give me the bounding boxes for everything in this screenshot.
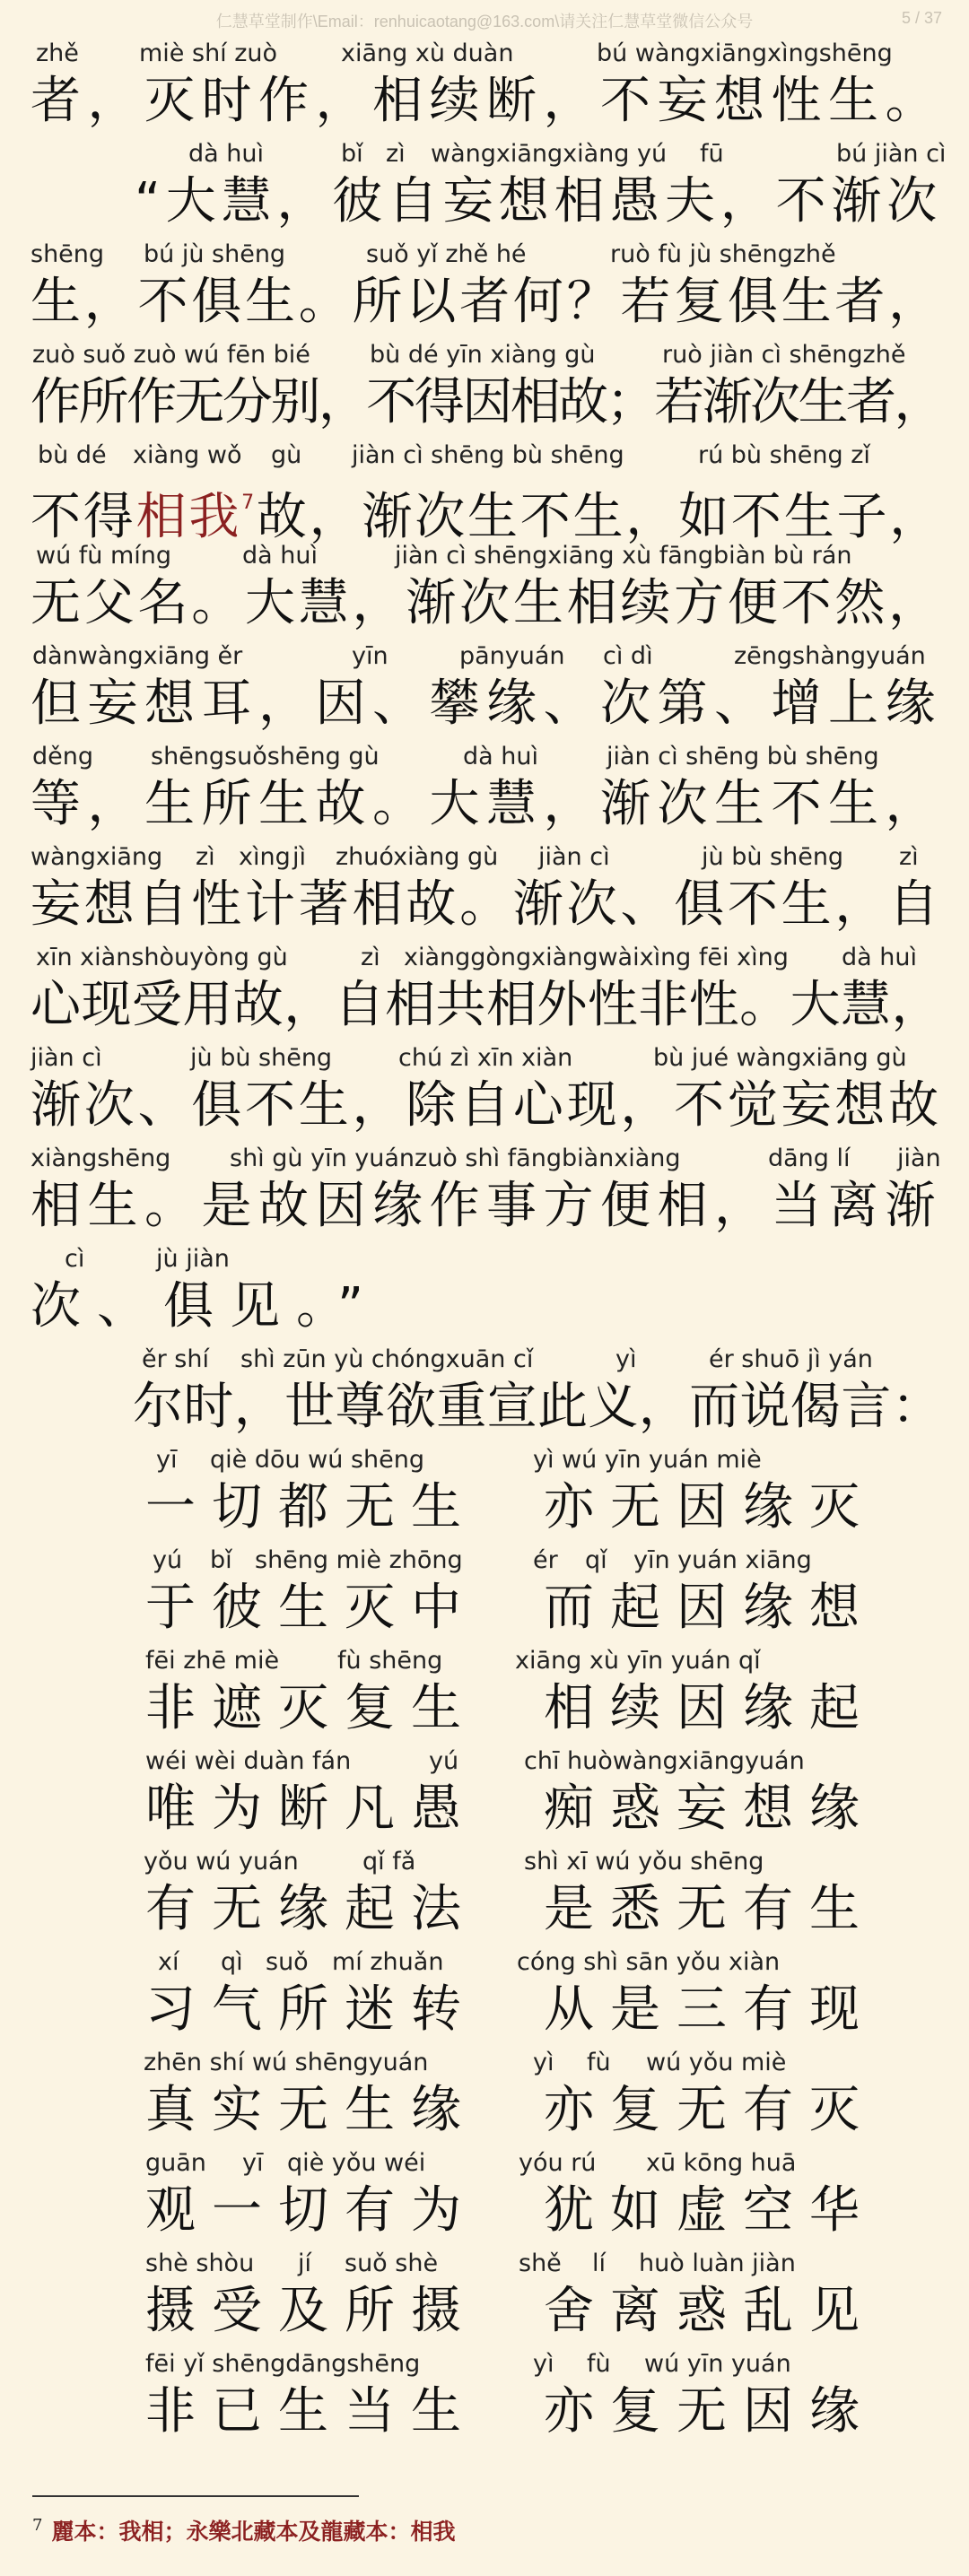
pinyin-annotation: yǒu wú yuán <box>144 1848 299 1875</box>
chinese-text: 次、俱见。” <box>31 1277 380 1336</box>
text-line <box>0 438 969 546</box>
pinyin-annotation: chú zì xīn xiàn <box>398 1044 573 1072</box>
pinyin-annotation: gù <box>271 441 302 469</box>
pinyin-annotation: xiàngshēng <box>31 1144 171 1172</box>
pinyin-annotation: jiàn <box>897 1144 941 1172</box>
pinyin-annotation: yīn <box>352 642 388 670</box>
pinyin-annotation: jiàn cì shēng bù shēng <box>607 743 879 770</box>
chinese-text: 者，灭时作，相续断，不妄想性生。 <box>31 72 942 130</box>
pinyin-annotation: qì <box>221 1948 243 1976</box>
chinese-text: “大慧，彼自妄想相愚夫，不渐次 <box>135 172 943 231</box>
pinyin-annotation: suǒ <box>266 1948 309 1976</box>
pinyin-annotation: zhuóxiàng gù <box>336 843 499 871</box>
pinyin-annotation: cì dì <box>603 642 653 670</box>
text-line <box>0 2346 969 2447</box>
pinyin-annotation: wú yīn yuán <box>644 2350 791 2378</box>
pinyin-annotation: dāng lí <box>768 1144 851 1172</box>
footnote-marker[interactable]: 7 <box>241 492 257 514</box>
text-line <box>0 2045 969 2145</box>
text-line <box>0 136 969 237</box>
chinese-text: 作所作无分别，不得因相故；若渐次生者， <box>31 373 942 431</box>
pinyin-annotation: dà huì <box>842 944 917 971</box>
pinyin-annotation: yì <box>615 1345 637 1373</box>
text-line <box>0 2145 969 2246</box>
pinyin-annotation: ruò jiàn cì shēngzhě <box>662 341 906 369</box>
pinyin-annotation: fù shēng <box>337 1647 443 1675</box>
pinyin-annotation: dà huì <box>463 743 538 770</box>
pinyin-annotation: cì <box>65 1245 85 1273</box>
pinyin-annotation: zì <box>386 140 406 168</box>
pinyin-annotation: ér shuō jì yán <box>709 1345 873 1373</box>
text-line <box>0 538 969 639</box>
pinyin-annotation: shě <box>519 2250 562 2277</box>
pinyin-annotation: shēng <box>31 240 105 268</box>
pinyin-annotation: xū kōng huā <box>646 2149 797 2177</box>
pinyin-annotation: yīn yuán xiāng <box>633 1546 812 1574</box>
pinyin-annotation: pānyuán <box>459 642 565 670</box>
pinyin-annotation: zēngshàngyuán <box>734 642 926 670</box>
pinyin-annotation: xí <box>158 1948 179 1976</box>
variant-reading: 相我 <box>135 488 242 546</box>
pinyin-annotation: wú fù míng <box>36 542 172 570</box>
pinyin-annotation: zhēn shí wú shēngyuán <box>144 2049 429 2076</box>
pinyin-annotation: zhě <box>36 39 79 67</box>
pinyin-annotation: zì <box>361 944 380 971</box>
pinyin-annotation: qiè dōu wú shēng <box>210 1446 425 1474</box>
pinyin-annotation: dà huì <box>188 140 264 168</box>
pinyin-annotation: cóng shì sān yǒu xiàn <box>517 1948 781 1976</box>
text-line <box>0 1844 969 1945</box>
pinyin-annotation: wéi wèi duàn fán <box>145 1747 352 1775</box>
text-line <box>0 940 969 1040</box>
pinyin-annotation: bù dé <box>38 441 107 469</box>
page-header <box>0 5 969 32</box>
pinyin-annotation: yóu rú <box>519 2149 597 2177</box>
pinyin-annotation: qǐ <box>585 1546 607 1574</box>
pinyin-annotation: ruò fù jù shēngzhě <box>610 240 836 268</box>
chinese-text: 妄想自性计著相故。渐次、俱不生，自 <box>31 875 942 934</box>
chinese-text: 等，生所生故。大慧，渐次生不生， <box>31 775 942 833</box>
pinyin-annotation: suǒ yǐ zhě hé <box>366 240 527 268</box>
pinyin-annotation: guān <box>145 2149 206 2177</box>
text-line <box>0 739 969 840</box>
chinese-text: 真实无生缘 亦复无有灭 <box>145 2081 876 2139</box>
pinyin-annotation: zì <box>899 843 919 871</box>
pinyin-annotation: fū <box>700 140 724 168</box>
pinyin-annotation: jiàn cì shēngxiāng xù fāngbiàn bù rán <box>395 542 852 570</box>
pinyin-annotation: wàngxiāng <box>31 843 163 871</box>
pinyin-annotation: wú yǒu miè <box>646 2049 787 2076</box>
pinyin-annotation: xiāng xù duàn <box>341 39 514 67</box>
text-line <box>0 2246 969 2346</box>
pinyin-annotation: jì <box>292 843 307 871</box>
footnote-text: 麗本：我相；永樂北藏本及龍藏本：相我 <box>51 2519 456 2545</box>
pinyin-annotation: xiàng wǒ <box>133 441 242 469</box>
pinyin-annotation: yú <box>429 1747 459 1775</box>
pinyin-annotation: huò luàn jiàn <box>639 2250 796 2277</box>
chinese-text: 非遮灭复生 相续因缘起 <box>145 1679 876 1737</box>
chinese-text: 相生。是故因缘作事方便相，当离渐 <box>31 1177 942 1235</box>
pinyin-annotation: fù <box>587 2049 611 2076</box>
chinese-text: 心现受用故，自相共相外性非性。大慧， <box>31 976 942 1034</box>
pinyin-annotation: xìng <box>239 843 291 871</box>
text-line <box>0 1643 969 1744</box>
footnote-divider <box>32 2495 359 2497</box>
text-line <box>0 337 969 438</box>
text-line <box>0 36 969 136</box>
pinyin-annotation: fù <box>587 2350 611 2378</box>
chinese-text: 习气所迷转 从是三有现 <box>145 1980 876 2039</box>
pinyin-annotation: ér <box>533 1546 558 1574</box>
pinyin-annotation: bù jué wàngxiāng gù <box>653 1044 907 1072</box>
pinyin-annotation: fēi yǐ shēngdāngshēng <box>145 2350 421 2378</box>
pinyin-annotation: jiàn cì <box>538 843 610 871</box>
chinese-text: 渐次、俱不生，除自心现，不觉妄想故 <box>31 1076 942 1135</box>
pinyin-annotation: děng <box>32 743 94 770</box>
chinese-text: 生，不俱生。所以者何？若复俱生者， <box>31 273 942 331</box>
chinese-text: 但妄想耳，因、攀缘、次第、增上缘 <box>31 674 942 733</box>
page-number: 5 / 37 <box>901 9 942 27</box>
text-line <box>0 840 969 940</box>
pinyin-annotation: ěr shí <box>142 1345 209 1373</box>
footnote <box>32 2510 455 2548</box>
pinyin-annotation: dànwàngxiāng ěr <box>32 642 243 670</box>
footnote-number: 7 <box>32 2516 43 2535</box>
chinese-text: 尔时，世尊欲重宣此义，而说偈言： <box>133 1378 943 1436</box>
pinyin-annotation: shì zūn yù chóngxuān cǐ <box>240 1345 534 1373</box>
pinyin-annotation: bú jiàn cì <box>836 140 947 168</box>
pinyin-annotation: bù dé yīn xiàng gù <box>370 341 596 369</box>
pinyin-annotation: jiàn cì shēng bù shēng <box>352 441 624 469</box>
pinyin-annotation: jù bù shēng <box>190 1044 333 1072</box>
pinyin-annotation: miè shí zuò <box>139 39 278 67</box>
pinyin-annotation: zì <box>196 843 215 871</box>
pinyin-annotation: zuò suǒ zuò wú fēn bié <box>32 341 310 369</box>
pinyin-annotation: yì <box>533 2049 554 2076</box>
pinyin-annotation: suǒ shè <box>345 2250 439 2277</box>
chinese-text: 于彼生灭中 而起因缘想 <box>145 1579 876 1637</box>
chinese-text: 观一切有为 犹如虚空华 <box>145 2181 876 2240</box>
pinyin-annotation: yī <box>156 1446 178 1474</box>
pinyin-annotation: chī huòwàngxiāngyuán <box>524 1747 805 1775</box>
text-line <box>0 1945 969 2045</box>
text-line <box>0 237 969 337</box>
pinyin-annotation: bú wàngxiāngxìngshēng <box>597 39 893 67</box>
pinyin-annotation: rú bù shēng zǐ <box>698 441 870 469</box>
pinyin-annotation: yì <box>533 2350 554 2378</box>
pinyin-annotation: xīn xiànshòuyòng gù <box>36 944 288 971</box>
chinese-text: 摄受及所摄 舍离惑乱见 <box>145 2282 876 2340</box>
pinyin-annotation: jí <box>298 2250 312 2277</box>
pinyin-annotation: bǐ <box>210 1546 232 1574</box>
text-line <box>0 1241 969 1342</box>
text-line <box>0 1342 969 1442</box>
pinyin-annotation: bǐ <box>341 140 363 168</box>
pinyin-annotation: shēngsuǒshēng gù <box>151 743 380 770</box>
pinyin-annotation: yì wú yīn yuán miè <box>533 1446 762 1474</box>
pinyin-annotation: lí <box>592 2250 607 2277</box>
pinyin-annotation: shēng miè zhōng <box>255 1546 463 1574</box>
text-line <box>0 1543 969 1643</box>
chinese-text: 唯为断凡愚 痴惑妄想缘 <box>145 1780 876 1838</box>
pinyin-annotation: qǐ fǎ <box>362 1848 416 1875</box>
text-line <box>0 1744 969 1844</box>
text-line <box>0 1442 969 1543</box>
chinese-text: 不得相我$^7$故，渐次生不生，如不生子， <box>31 488 943 546</box>
pinyin-annotation: yī <box>242 2149 264 2177</box>
pinyin-annotation: fēi zhē miè <box>145 1647 280 1675</box>
pinyin-annotation: qiè yǒu wéi <box>287 2149 426 2177</box>
pinyin-annotation: xiànggòngxiàngwàixìng fēi xìng <box>404 944 789 971</box>
text-line <box>0 1040 969 1141</box>
chinese-text: 非已生当生 亦复无因缘 <box>145 2382 876 2441</box>
pinyin-annotation: shì gù yīn yuánzuò shì fāngbiànxiàng <box>230 1144 681 1172</box>
pinyin-annotation: jiàn cì <box>31 1044 102 1072</box>
header-title: 仁慧草堂制作\Email：renhuicaotang@163.com\请关注仁慧草堂微信公众号 <box>215 13 754 30</box>
pinyin-annotation: dà huì <box>242 542 318 570</box>
pinyin-annotation: jù jiàn <box>156 1245 230 1273</box>
pinyin-annotation: yú <box>153 1546 183 1574</box>
text-line <box>0 1141 969 1241</box>
pinyin-annotation: shè shòu <box>145 2250 255 2277</box>
pinyin-annotation: jù bù shēng <box>702 843 844 871</box>
chinese-text: 有无缘起法 是悉无有生 <box>145 1880 876 1938</box>
pinyin-annotation: shì xī wú yǒu shēng <box>524 1848 764 1875</box>
chinese-text: 一切都无生 亦无因缘灭 <box>145 1478 876 1536</box>
pinyin-annotation: mí zhuǎn <box>332 1948 444 1976</box>
chinese-text: 无父名。大慧，渐次生相续方便不然， <box>31 574 942 632</box>
pinyin-annotation: xiāng xù yīn yuán qǐ <box>515 1647 761 1675</box>
text-line <box>0 639 969 739</box>
pinyin-annotation: bú jù shēng <box>144 240 286 268</box>
pinyin-annotation: wàngxiāngxiàng yú <box>431 140 668 168</box>
